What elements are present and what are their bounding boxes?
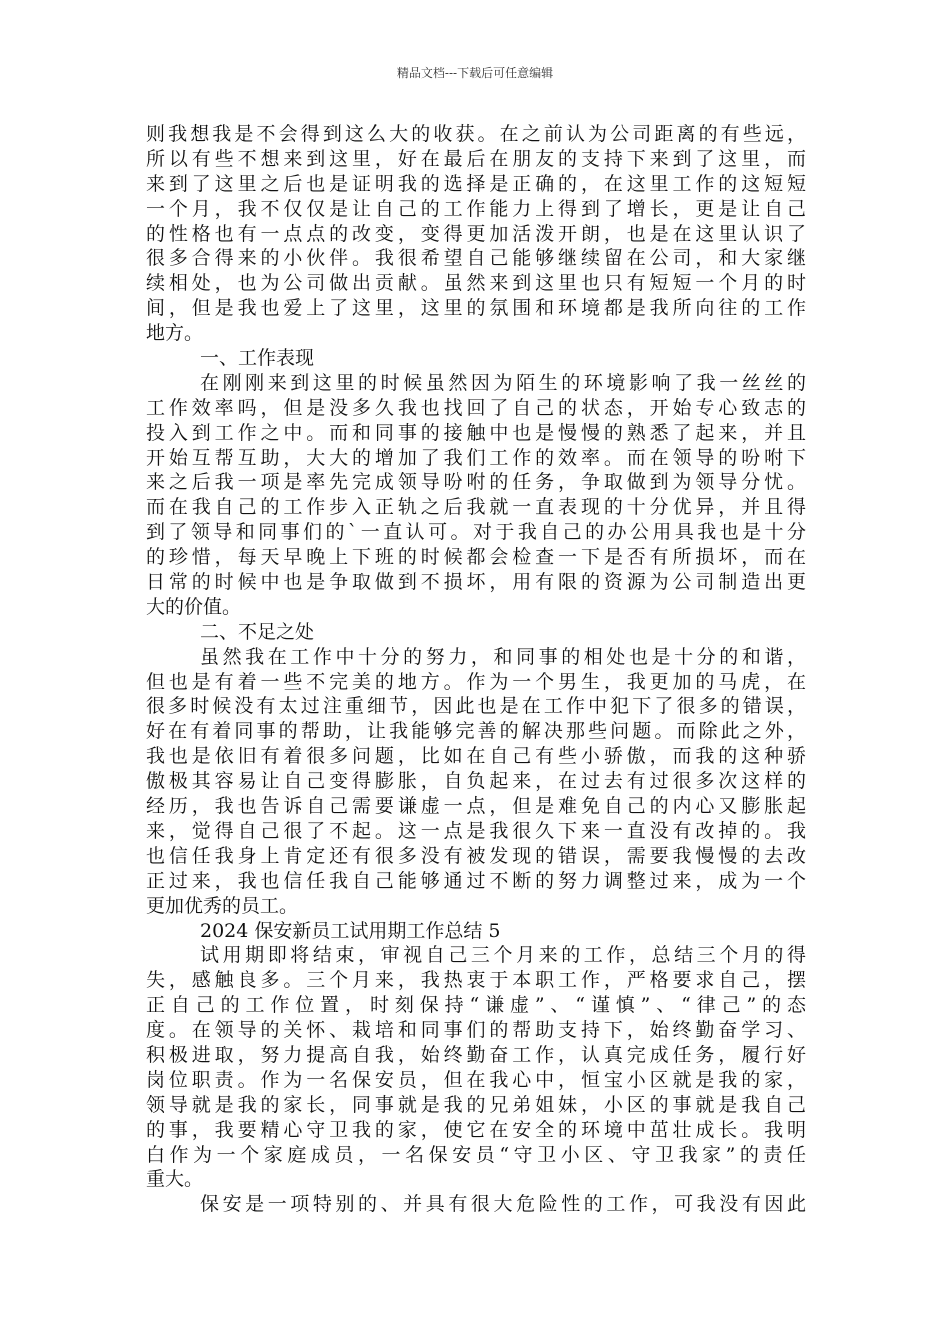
text-line: 重大。 [146,1168,204,1191]
text-line: 所以有些不想来到这里，好在最后在朋友的支持下来到了这里，而 [146,147,806,170]
section-heading: 2024 保安新员工试用期工作总结 5 [200,919,501,942]
text-line: 保安是一项特别的、并具有很大危险性的工作，可我没有因此 [200,1193,806,1216]
section-heading: 一、工作表现 [200,347,315,370]
text-line: 虽然我在工作中十分的努力，和同事的相处也是十分的和谐， [200,645,806,668]
text-line: 很多合得来的小伙伴。我很希望自己能够继续留在公司，和大家继 [146,247,806,270]
text-line: 好在有着同事的帮助，让我能够完善的解决那些问题。而除此之外， [146,720,806,743]
text-line: 积极进取，努力提高自我，始终勤奋工作，认真完成任务，履行好 [146,1043,806,1066]
text-line: 正过来，我也信任我自己能够通过不断的努力调整过来，成为一个 [146,869,806,892]
text-line: 大的价值。 [146,595,242,618]
text-line: 则我想我是不会得到这么大的收获。在之前认为公司距离的有些远， [146,123,806,145]
text-line: 经历，我也告诉自己需要谦虚一点，但是难免自己的内心又膨胀起 [146,795,806,818]
text-line: 间，但是我也爱上了这里，这里的氛围和环境都是我所向往的工作 [146,297,806,320]
text-line: 在刚刚来到这里的时候虽然因为陌生的环境影响了我一丝丝的 [200,371,806,394]
text-line: 更加优秀的员工。 [146,894,299,917]
text-line: 开始互帮互助，大大的增加了我们工作的效率。而在领导的吩咐下 [146,446,806,469]
text-line: 日常的时候中也是争取做到不损坏，用有限的资源为公司制造出更 [146,571,806,594]
text-line: 工作效率吗，但是没多久我也找回了自己的状态，开始专心致志的 [146,396,806,419]
text-line: 领导就是我的家长，同事就是我的兄弟姐妹，小区的事就是我自己 [146,1093,806,1116]
text-line: 的性格也有一点点的改变，变得更加活泼开朗，也是在这里认识了 [146,222,806,245]
text-line: 傲极其容易让自己变得膨胀，自负起来，在过去有过很多次这样的 [146,770,806,793]
text-line: 但也是有着一些不完美的地方。作为一个男生，我更加的马虎，在 [146,670,806,693]
text-line: 而在我自己的工作步入正轨之后我就一直表现的十分优异，并且得 [146,496,806,519]
text-line: 试用期即将结束，审视自己三个月来的工作，总结三个月的得 [200,944,806,967]
text-line: 度。在领导的关怀、栽培和同事们的帮助支持下，始终勤奋学习、 [146,1019,806,1042]
text-line: 续相处，也为公司做出贡献。虽然来到这里也只有短短一个月的时 [146,272,806,295]
text-line: 很多时候没有太过注重细节，因此也是在工作中犯下了很多的错误， [146,695,806,718]
section-heading: 二、不足之处 [200,620,315,643]
text-line: 来，觉得自己很了不起。这一点是我很久下来一直没有改掉的。我 [146,819,806,842]
text-line: 白作为一个家庭成员，一名保安员“守卫小区、守卫我家”的责任 [146,1143,806,1166]
text-line: 我也是依旧有着很多问题，比如在自己有些小骄傲，而我的这种骄 [146,745,806,768]
text-line: 到了领导和同事们的`一直认可。对于我自己的办公用具我也是十分 [146,521,806,544]
text-line: 地方。 [146,322,204,345]
text-line: 的珍惜，每天早晚上下班的时候都会检查一下是否有所损坏，而在 [146,546,806,569]
document-body [146,122,806,1217]
text-line: 来到了这里之后也是证明我的选择是正确的，在这里工作的这短短 [146,172,806,195]
text-line: 投入到工作之中。而和同事的接触中也是慢慢的熟悉了起来，并且 [146,421,806,444]
page-header: 精品文档---下载后可任意编辑 [396,66,554,80]
text-line: 也信任我身上肯定还有很多没有被发现的错误，需要我慢慢的去改 [146,844,806,867]
text-line: 来之后我一项是率先完成领导吩咐的任务，争取做到为领导分忧。 [146,471,806,494]
text-line: 失，感触良多。三个月来，我热衷于本职工作，严格要求自己，摆 [146,969,806,992]
text-line: 的事，我要精心守卫我的家，使它在安全的环境中茁壮成长。我明 [146,1118,806,1141]
text-line: 岗位职责。作为一名保安员，但在我心中，恒宝小区就是我的家， [146,1068,806,1091]
text-line: 正自己的工作位置，时刻保持“谦虚”、“谨慎”、“律己”的态 [146,994,806,1017]
text-line: 一个月，我不仅仅是让自己的工作能力上得到了增长，更是让自己 [146,197,806,220]
